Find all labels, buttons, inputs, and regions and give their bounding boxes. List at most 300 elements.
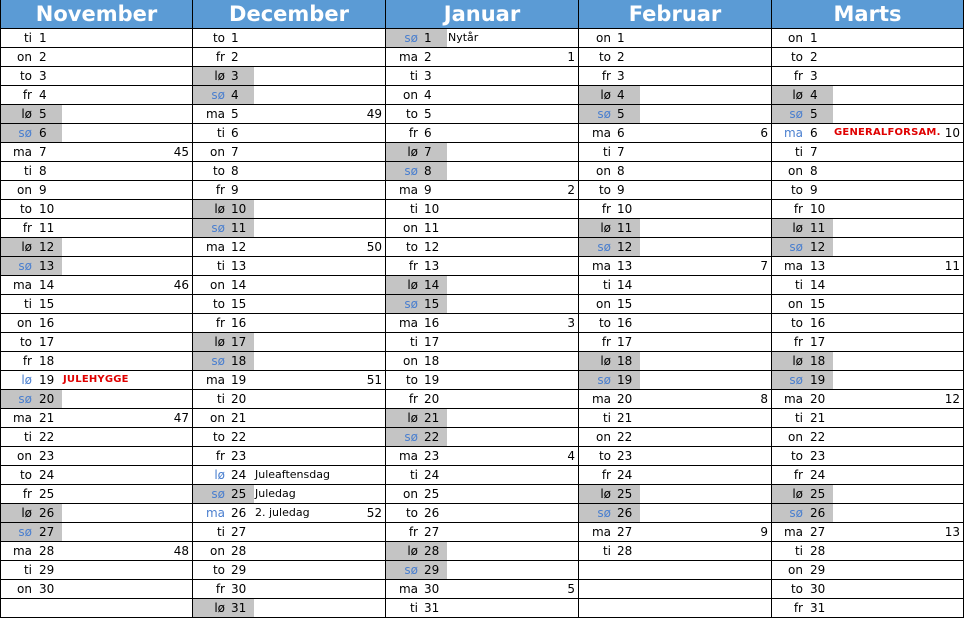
day-row bbox=[193, 219, 385, 238]
day-number: 27 bbox=[617, 525, 633, 539]
weekday-label: fr bbox=[22, 221, 32, 235]
day-number: 25 bbox=[810, 487, 826, 501]
day-row bbox=[193, 542, 385, 561]
weekday-label: ti bbox=[602, 411, 611, 425]
month-column-december bbox=[193, 0, 386, 618]
day-number: 23 bbox=[231, 449, 247, 463]
weekday-label: lø bbox=[214, 69, 225, 83]
day-row bbox=[193, 523, 385, 542]
weekday-label: ma bbox=[12, 145, 32, 159]
weekday-label: lø bbox=[214, 468, 225, 482]
day-row bbox=[193, 200, 385, 219]
weekday-label: ti bbox=[216, 126, 225, 140]
day-number: 7 bbox=[231, 145, 239, 159]
day-number: 12 bbox=[424, 240, 440, 254]
day-row bbox=[579, 371, 771, 390]
weekday-label: ti bbox=[23, 31, 32, 45]
day-number: 23 bbox=[424, 449, 440, 463]
day-row bbox=[1, 371, 192, 390]
day-number: 10 bbox=[424, 202, 440, 216]
day-number: 6 bbox=[231, 126, 239, 140]
weekday-label: on bbox=[210, 278, 225, 292]
day-row bbox=[579, 48, 771, 67]
weekday-label: sø bbox=[404, 563, 418, 577]
day-row bbox=[386, 29, 578, 48]
day-number: 30 bbox=[810, 582, 826, 596]
weekday-label: on bbox=[403, 88, 418, 102]
weekday-label: ma bbox=[12, 544, 32, 558]
weekday-label: fr bbox=[408, 259, 418, 273]
day-number: 28 bbox=[231, 544, 247, 558]
weekday-label: lø bbox=[792, 487, 803, 501]
weekday-label: fr bbox=[793, 335, 803, 349]
weekday-label: on bbox=[788, 31, 803, 45]
day-number: 10 bbox=[617, 202, 633, 216]
day-number: 20 bbox=[39, 392, 55, 406]
day-number: 29 bbox=[39, 563, 55, 577]
day-number: 12 bbox=[810, 240, 826, 254]
weekday-label: fr bbox=[22, 88, 32, 102]
day-row bbox=[772, 485, 963, 504]
day-row bbox=[386, 219, 578, 238]
weekday-label: on bbox=[17, 50, 32, 64]
weekday-label: sø bbox=[597, 506, 611, 520]
weekday-label: to bbox=[19, 202, 32, 216]
day-number: 2 bbox=[39, 50, 47, 64]
day-number: 9 bbox=[424, 183, 432, 197]
day-number: 8 bbox=[617, 164, 625, 178]
month-column-november bbox=[0, 0, 193, 618]
day-number: 29 bbox=[231, 563, 247, 577]
day-row bbox=[772, 86, 963, 105]
day-row bbox=[579, 86, 771, 105]
weekday-label: lø bbox=[600, 88, 611, 102]
day-row bbox=[1, 124, 192, 143]
weekday-label: lø bbox=[407, 145, 418, 159]
weekday-label: on bbox=[17, 582, 32, 596]
day-number: 16 bbox=[39, 316, 55, 330]
day-number: 11 bbox=[617, 221, 633, 235]
weekday-label: ti bbox=[216, 259, 225, 273]
week-number: 9 bbox=[760, 525, 768, 539]
day-row bbox=[1, 447, 192, 466]
weekday-label: lø bbox=[407, 278, 418, 292]
weekday-label: sø bbox=[18, 392, 32, 406]
day-row bbox=[1, 29, 192, 48]
day-row bbox=[579, 162, 771, 181]
day-row bbox=[772, 523, 963, 542]
day-number: 29 bbox=[810, 563, 826, 577]
day-row bbox=[386, 542, 578, 561]
day-row bbox=[193, 124, 385, 143]
weekday-label: lø bbox=[214, 335, 225, 349]
week-number: 46 bbox=[173, 278, 189, 292]
day-note: JULEHYGGE bbox=[63, 374, 129, 385]
weekday-label: lø bbox=[407, 544, 418, 558]
day-number: 27 bbox=[39, 525, 55, 539]
weekday-label: ma bbox=[783, 392, 803, 406]
week-number: 6 bbox=[760, 126, 768, 140]
day-row bbox=[386, 561, 578, 580]
week-number: 10 bbox=[944, 126, 960, 140]
weekday-label: fr bbox=[215, 50, 225, 64]
day-number: 2 bbox=[424, 50, 432, 64]
day-row bbox=[1, 257, 192, 276]
weekday-label: fr bbox=[408, 525, 418, 539]
weekday-label: sø bbox=[789, 373, 803, 387]
weekday-label: on bbox=[596, 297, 611, 311]
weekday-label: on bbox=[17, 316, 32, 330]
weekday-label: to bbox=[405, 373, 418, 387]
day-row bbox=[193, 390, 385, 409]
week-number: 4 bbox=[567, 449, 575, 463]
week-number: 8 bbox=[760, 392, 768, 406]
weekday-label: on bbox=[210, 411, 225, 425]
day-number: 11 bbox=[810, 221, 826, 235]
weekday-label: fr bbox=[215, 183, 225, 197]
day-number: 9 bbox=[39, 183, 47, 197]
day-number: 14 bbox=[810, 278, 826, 292]
day-row bbox=[193, 67, 385, 86]
month-header: Marts bbox=[772, 0, 963, 29]
day-number: 7 bbox=[39, 145, 47, 159]
day-row bbox=[579, 523, 771, 542]
week-number: 1 bbox=[567, 50, 575, 64]
day-row bbox=[772, 390, 963, 409]
day-row bbox=[1, 86, 192, 105]
day-row bbox=[579, 542, 771, 561]
day-number: 21 bbox=[424, 411, 440, 425]
weekday-label: fr bbox=[793, 468, 803, 482]
day-number: 19 bbox=[424, 373, 440, 387]
day-row bbox=[1, 542, 192, 561]
day-number: 1 bbox=[424, 31, 432, 45]
weekday-label: lø bbox=[21, 240, 32, 254]
weekday-label: fr bbox=[793, 202, 803, 216]
day-number: 20 bbox=[424, 392, 440, 406]
weekday-label: on bbox=[403, 487, 418, 501]
weekday-label: lø bbox=[214, 202, 225, 216]
day-number: 6 bbox=[617, 126, 625, 140]
weekday-label: lø bbox=[600, 221, 611, 235]
weekday-label: ti bbox=[794, 544, 803, 558]
day-row bbox=[193, 257, 385, 276]
day-row bbox=[772, 257, 963, 276]
day-number: 31 bbox=[810, 601, 826, 615]
weekday-label: sø bbox=[404, 297, 418, 311]
weekday-label: to bbox=[790, 582, 803, 596]
day-row bbox=[579, 504, 771, 523]
day-row bbox=[579, 238, 771, 257]
weekday-label: fr bbox=[601, 468, 611, 482]
day-number: 14 bbox=[424, 278, 440, 292]
day-row bbox=[772, 162, 963, 181]
day-number: 17 bbox=[231, 335, 247, 349]
day-row bbox=[579, 333, 771, 352]
day-row bbox=[386, 86, 578, 105]
empty-row bbox=[579, 580, 771, 599]
day-row bbox=[1, 580, 192, 599]
weekday-label: lø bbox=[21, 373, 32, 387]
day-row bbox=[1, 504, 192, 523]
weekday-label: fr bbox=[601, 69, 611, 83]
weekday-label: to bbox=[212, 430, 225, 444]
week-number: 47 bbox=[173, 411, 189, 425]
day-row bbox=[386, 276, 578, 295]
day-row bbox=[772, 561, 963, 580]
day-number: 15 bbox=[617, 297, 633, 311]
day-number: 5 bbox=[617, 107, 625, 121]
day-number: 4 bbox=[810, 88, 818, 102]
day-number: 2 bbox=[617, 50, 625, 64]
week-number: 51 bbox=[366, 373, 382, 387]
day-row bbox=[579, 390, 771, 409]
day-row bbox=[386, 257, 578, 276]
weekday-label: fr bbox=[408, 392, 418, 406]
day-row bbox=[772, 124, 963, 143]
day-row bbox=[579, 124, 771, 143]
day-number: 15 bbox=[810, 297, 826, 311]
day-row bbox=[1, 561, 192, 580]
day-number: 21 bbox=[617, 411, 633, 425]
day-number: 5 bbox=[231, 107, 239, 121]
weekday-label: fr bbox=[408, 126, 418, 140]
day-row bbox=[1, 48, 192, 67]
day-row bbox=[193, 333, 385, 352]
weekday-label: to bbox=[790, 449, 803, 463]
day-number: 14 bbox=[231, 278, 247, 292]
week-number: 11 bbox=[944, 259, 960, 273]
day-number: 8 bbox=[231, 164, 239, 178]
weekday-label: ma bbox=[12, 411, 32, 425]
weekday-label: on bbox=[596, 31, 611, 45]
month-header: Februar bbox=[579, 0, 771, 29]
weekday-label: ma bbox=[783, 525, 803, 539]
weekday-label: to bbox=[790, 50, 803, 64]
weekday-label: lø bbox=[21, 506, 32, 520]
day-row bbox=[193, 86, 385, 105]
day-row bbox=[772, 238, 963, 257]
day-row bbox=[1, 390, 192, 409]
day-number: 22 bbox=[231, 430, 247, 444]
day-number: 3 bbox=[617, 69, 625, 83]
day-number: 22 bbox=[617, 430, 633, 444]
day-row bbox=[772, 200, 963, 219]
day-row bbox=[1, 67, 192, 86]
day-row bbox=[193, 466, 385, 485]
day-row bbox=[579, 67, 771, 86]
weekday-label: fr bbox=[793, 601, 803, 615]
day-number: 10 bbox=[231, 202, 247, 216]
day-row bbox=[772, 67, 963, 86]
week-number: 2 bbox=[567, 183, 575, 197]
weekday-label: sø bbox=[789, 107, 803, 121]
day-row bbox=[193, 504, 385, 523]
weekday-label: to bbox=[212, 563, 225, 577]
day-number: 13 bbox=[617, 259, 633, 273]
week-number: 48 bbox=[173, 544, 189, 558]
day-note: Juledag bbox=[255, 487, 296, 500]
day-number: 3 bbox=[39, 69, 47, 83]
weekday-label: to bbox=[790, 183, 803, 197]
weekday-label: sø bbox=[18, 259, 32, 273]
weekday-label: sø bbox=[789, 240, 803, 254]
day-number: 24 bbox=[424, 468, 440, 482]
weekday-label: ti bbox=[216, 525, 225, 539]
day-row bbox=[772, 580, 963, 599]
weekday-label: to bbox=[212, 31, 225, 45]
day-row bbox=[772, 143, 963, 162]
weekday-label: to bbox=[405, 107, 418, 121]
month-column-februar bbox=[579, 0, 772, 618]
day-note: Nytår bbox=[448, 31, 479, 44]
day-row bbox=[579, 200, 771, 219]
weekday-label: fr bbox=[215, 582, 225, 596]
weekday-label: to bbox=[405, 506, 418, 520]
day-row bbox=[193, 48, 385, 67]
weekday-label: ma bbox=[591, 392, 611, 406]
day-row bbox=[1, 143, 192, 162]
day-number: 19 bbox=[810, 373, 826, 387]
day-row bbox=[772, 371, 963, 390]
day-number: 2 bbox=[810, 50, 818, 64]
weekday-label: to bbox=[19, 335, 32, 349]
day-row bbox=[579, 485, 771, 504]
day-number: 26 bbox=[39, 506, 55, 520]
day-row bbox=[772, 542, 963, 561]
day-number: 9 bbox=[231, 183, 239, 197]
day-row bbox=[386, 371, 578, 390]
weekday-label: lø bbox=[792, 354, 803, 368]
day-number: 28 bbox=[810, 544, 826, 558]
weekday-label: lø bbox=[21, 107, 32, 121]
weekday-label: ti bbox=[409, 335, 418, 349]
week-number: 3 bbox=[567, 316, 575, 330]
day-row bbox=[772, 295, 963, 314]
day-number: 19 bbox=[231, 373, 247, 387]
day-number: 3 bbox=[424, 69, 432, 83]
day-number: 6 bbox=[39, 126, 47, 140]
day-number: 17 bbox=[424, 335, 440, 349]
weekday-label: ti bbox=[794, 411, 803, 425]
day-number: 7 bbox=[424, 145, 432, 159]
empty-row bbox=[579, 561, 771, 580]
day-row bbox=[386, 523, 578, 542]
day-row bbox=[579, 447, 771, 466]
day-row bbox=[772, 181, 963, 200]
empty-row bbox=[1, 599, 192, 618]
day-row bbox=[193, 181, 385, 200]
week-number: 12 bbox=[944, 392, 960, 406]
day-row bbox=[193, 143, 385, 162]
day-number: 8 bbox=[424, 164, 432, 178]
day-number: 16 bbox=[617, 316, 633, 330]
weekday-label: fr bbox=[215, 316, 225, 330]
weekday-label: ma bbox=[205, 240, 225, 254]
day-row bbox=[193, 428, 385, 447]
day-row bbox=[579, 276, 771, 295]
day-number: 26 bbox=[424, 506, 440, 520]
weekday-label: ma bbox=[398, 183, 418, 197]
weekday-label: sø bbox=[597, 240, 611, 254]
weekday-label: ti bbox=[23, 563, 32, 577]
day-number: 1 bbox=[810, 31, 818, 45]
day-number: 23 bbox=[617, 449, 633, 463]
day-row bbox=[1, 162, 192, 181]
day-number: 16 bbox=[231, 316, 247, 330]
weekday-label: ti bbox=[602, 544, 611, 558]
day-row bbox=[1, 523, 192, 542]
weekday-label: fr bbox=[601, 202, 611, 216]
day-row bbox=[386, 447, 578, 466]
weekday-label: sø bbox=[18, 525, 32, 539]
weekday-label: on bbox=[403, 221, 418, 235]
day-number: 21 bbox=[810, 411, 826, 425]
weekday-label: sø bbox=[789, 506, 803, 520]
weekday-label: sø bbox=[404, 430, 418, 444]
weekday-label: lø bbox=[792, 88, 803, 102]
day-number: 20 bbox=[231, 392, 247, 406]
day-number: 3 bbox=[231, 69, 239, 83]
day-number: 17 bbox=[39, 335, 55, 349]
day-row bbox=[772, 314, 963, 333]
week-number: 52 bbox=[366, 506, 382, 520]
day-number: 30 bbox=[231, 582, 247, 596]
weekday-label: fr bbox=[793, 69, 803, 83]
weekday-label: ma bbox=[398, 50, 418, 64]
day-row bbox=[386, 181, 578, 200]
day-number: 5 bbox=[424, 107, 432, 121]
weekday-label: to bbox=[790, 316, 803, 330]
day-number: 21 bbox=[231, 411, 247, 425]
weekday-label: ti bbox=[794, 278, 803, 292]
day-row bbox=[579, 466, 771, 485]
weekday-label: on bbox=[788, 297, 803, 311]
day-row bbox=[579, 181, 771, 200]
day-number: 10 bbox=[39, 202, 55, 216]
weekday-label: fr bbox=[601, 335, 611, 349]
weekday-label: ti bbox=[23, 297, 32, 311]
weekday-label: sø bbox=[211, 354, 225, 368]
weekday-label: sø bbox=[404, 31, 418, 45]
day-number: 25 bbox=[617, 487, 633, 501]
day-row bbox=[386, 352, 578, 371]
day-number: 20 bbox=[617, 392, 633, 406]
day-row bbox=[1, 352, 192, 371]
day-row bbox=[193, 580, 385, 599]
month-header: December bbox=[193, 0, 385, 29]
day-number: 23 bbox=[39, 449, 55, 463]
day-row bbox=[772, 428, 963, 447]
day-row bbox=[386, 162, 578, 181]
weekday-label: to bbox=[19, 468, 32, 482]
day-row bbox=[772, 29, 963, 48]
day-row bbox=[193, 599, 385, 618]
day-number: 11 bbox=[424, 221, 440, 235]
week-number: 45 bbox=[173, 145, 189, 159]
day-row bbox=[386, 599, 578, 618]
weekday-label: lø bbox=[600, 487, 611, 501]
day-row bbox=[772, 409, 963, 428]
weekday-label: fr bbox=[22, 487, 32, 501]
day-number: 13 bbox=[231, 259, 247, 273]
day-row bbox=[193, 314, 385, 333]
day-row bbox=[386, 48, 578, 67]
day-row bbox=[386, 143, 578, 162]
day-row bbox=[1, 219, 192, 238]
weekday-label: to bbox=[19, 69, 32, 83]
day-row bbox=[386, 409, 578, 428]
